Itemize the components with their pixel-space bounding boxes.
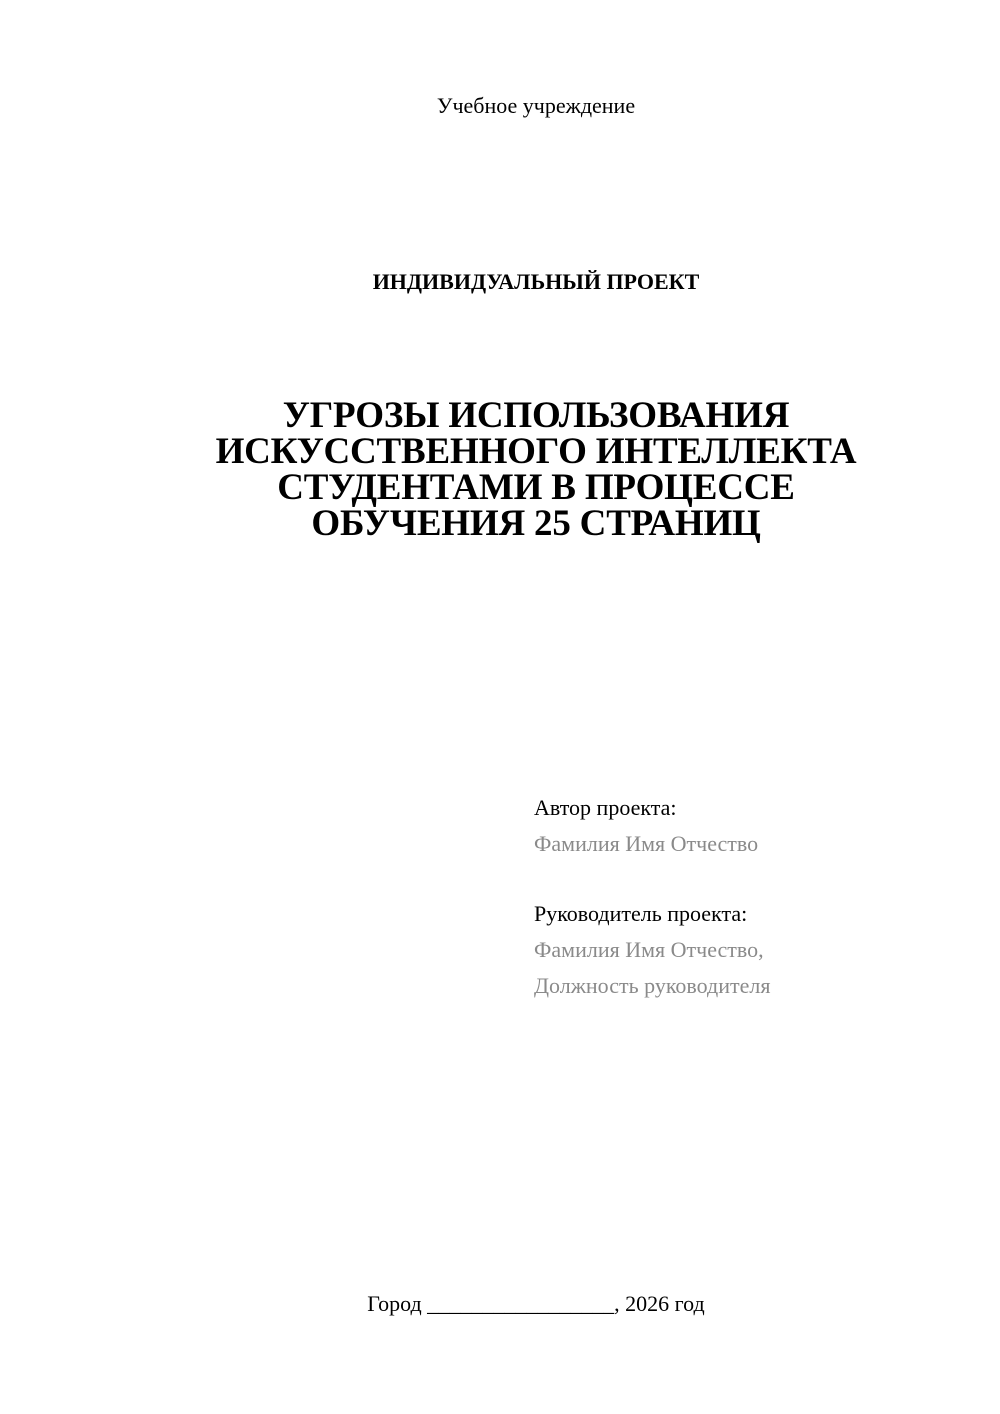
author-name-placeholder: Фамилия Имя Отчество xyxy=(534,831,759,856)
supervisor-label: Руководитель проекта: xyxy=(534,901,748,926)
project-title-line-4: ОБУЧЕНИЯ 25 СТРАНИЦ xyxy=(311,503,761,544)
institution-name: Учебное учреждение xyxy=(436,93,636,118)
project-title-line-1: УГРОЗЫ ИСПОЛЬЗОВАНИЯ xyxy=(282,395,790,436)
project-type-heading: ИНДИВИДУАЛЬНЫЙ ПРОЕКТ xyxy=(372,269,700,294)
author-label: Автор проекта: xyxy=(534,795,677,820)
supervisor-position-placeholder: Должность руководителя xyxy=(534,973,771,998)
city-year-line: Город _________________, 2026 год xyxy=(367,1291,705,1316)
authors-spacer xyxy=(534,862,974,896)
project-title-line-3: СТУДЕНТАМИ В ПРОЦЕССЕ xyxy=(277,467,795,508)
project-title xyxy=(190,395,882,544)
authors-block xyxy=(534,790,974,1004)
project-title-line-2: ИСКУССТВЕННОГО ИНТЕЛЛЕКТА xyxy=(215,431,857,472)
supervisor-name-placeholder: Фамилия Имя Отчество, xyxy=(534,937,764,962)
